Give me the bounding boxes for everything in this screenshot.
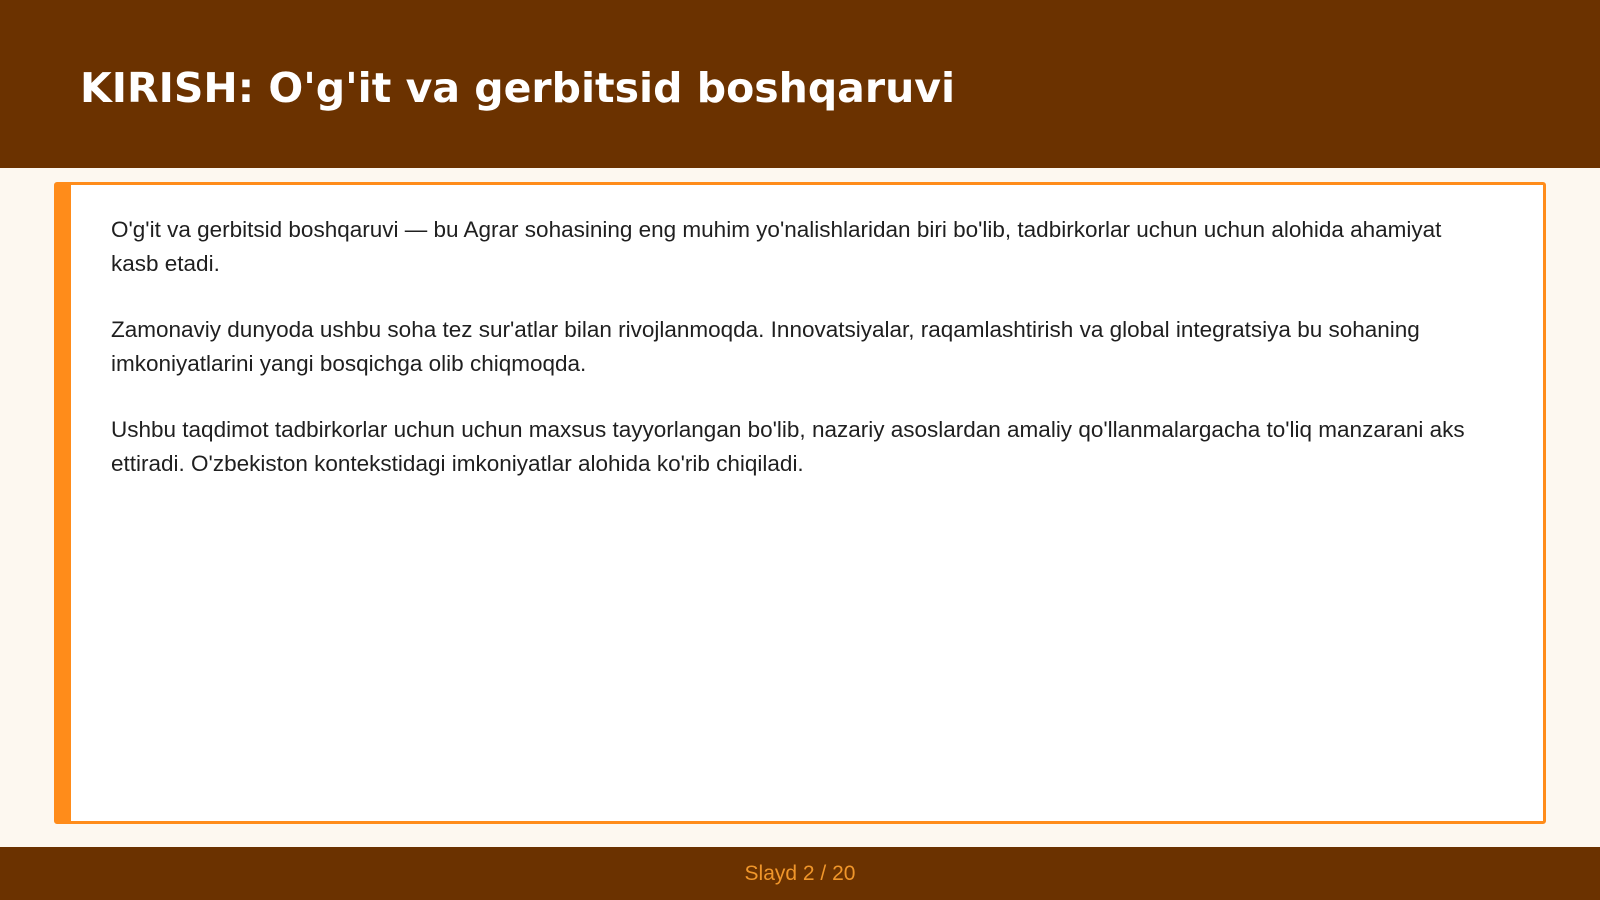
paragraph-modern-world: Zamonaviy dunyoda ushbu soha tez sur'atlar bilan rivojlanmoqda. Innovatsiyalar, raqamlashtirish va global integratsiya bu sohaning imkoniyatlarini yangi bosqichga olib chiqmoqda. [111, 317, 1420, 376]
title-bar [0, 0, 1600, 168]
footer-bar [0, 847, 1600, 900]
content-text [111, 213, 1491, 513]
paragraph-intro: O'g'it va gerbitsid boshqaruvi — bu Agrar sohasining eng muhim yo'nalishlaridan biri bo'lib, tadbirkorlar uchun uchun alohida ahamiyat kasb etadi. [111, 217, 1442, 276]
slide-title: KIRISH: O'g'it va gerbitsid boshqaruvi [80, 64, 956, 112]
slide-number: Slayd 2 / 20 [744, 862, 856, 885]
paragraph-presentation-purpose: Ushbu taqdimot tadbirkorlar uchun uchun maxsus tayyorlangan bo'lib, nazariy asoslardan amaliy qo'llanmalargacha to'liq manzarani aks ettiradi. O'zbekiston kontekstidagi imkoniyatlar alohida ko'rib chiqiladi. [111, 417, 1465, 476]
content-box [54, 182, 1546, 824]
